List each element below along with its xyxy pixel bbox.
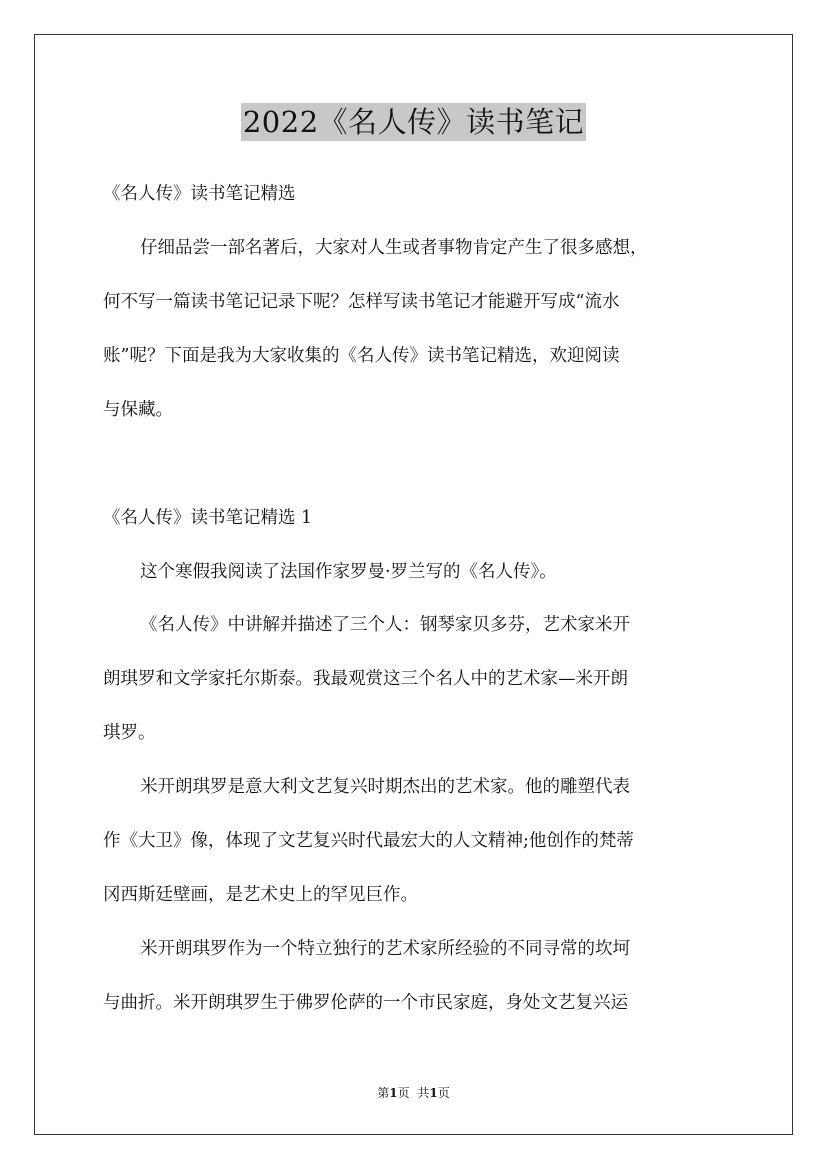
intro-line: 仔细品尝一部名著后，大家对人生或者事物肯定产生了很多感想，: [140, 238, 648, 258]
page-suffix: 页: [397, 1086, 410, 1100]
total-prefix: 共: [417, 1086, 430, 1100]
body-line: 米开朗琪罗作为一个特立独行的艺术家所经验的不同寻常的坎坷: [140, 939, 630, 959]
body-line: 作《大卫》像，体现了文艺复兴时代最宏大的人文精神;他创作的梵蒂: [103, 831, 634, 851]
intro-line: 何不写一篇读书笔记记录下呢？怎样写读书笔记才能避开写成“流水: [103, 292, 620, 312]
body-line: 冈西斯廷壁画，是艺术史上的罕见巨作。: [103, 885, 418, 905]
total-number: 1: [429, 1086, 438, 1100]
intro-line: 账”呢？下面是我为大家收集的《名人传》读书笔记精选，欢迎阅读: [103, 346, 620, 366]
title-container: [0, 103, 827, 141]
document-title: 2022《名人传》读书笔记: [242, 105, 585, 139]
section-heading: 《名人传》读书笔记精选 1: [103, 508, 313, 528]
body-line: 琪罗。: [103, 723, 156, 743]
body-line: 这个寒假我阅读了法国作家罗曼·罗兰写的《名人传》。: [140, 562, 557, 582]
document-subtitle: 《名人传》读书笔记精选: [103, 184, 296, 204]
total-suffix: 页: [437, 1086, 450, 1100]
page-footer: [0, 1085, 827, 1101]
body-line: 朗琪罗和文学家托尔斯泰。我最观赏这三个名人中的艺术家—米开朗: [103, 669, 628, 689]
body-line: 与曲折。米开朗琪罗生于佛罗伦萨的一个市民家庭，身处文艺复兴运: [103, 993, 628, 1013]
page-prefix: 第: [377, 1086, 390, 1100]
page-number: 1: [389, 1086, 398, 1100]
body-line: 米开朗琪罗是意大利文艺复兴时期杰出的艺术家。他的雕塑代表: [140, 777, 630, 797]
intro-line: 与保藏。: [103, 400, 173, 420]
body-line: 《名人传》中讲解并描述了三个人：钢琴家贝多芬，艺术家米开: [140, 615, 630, 635]
